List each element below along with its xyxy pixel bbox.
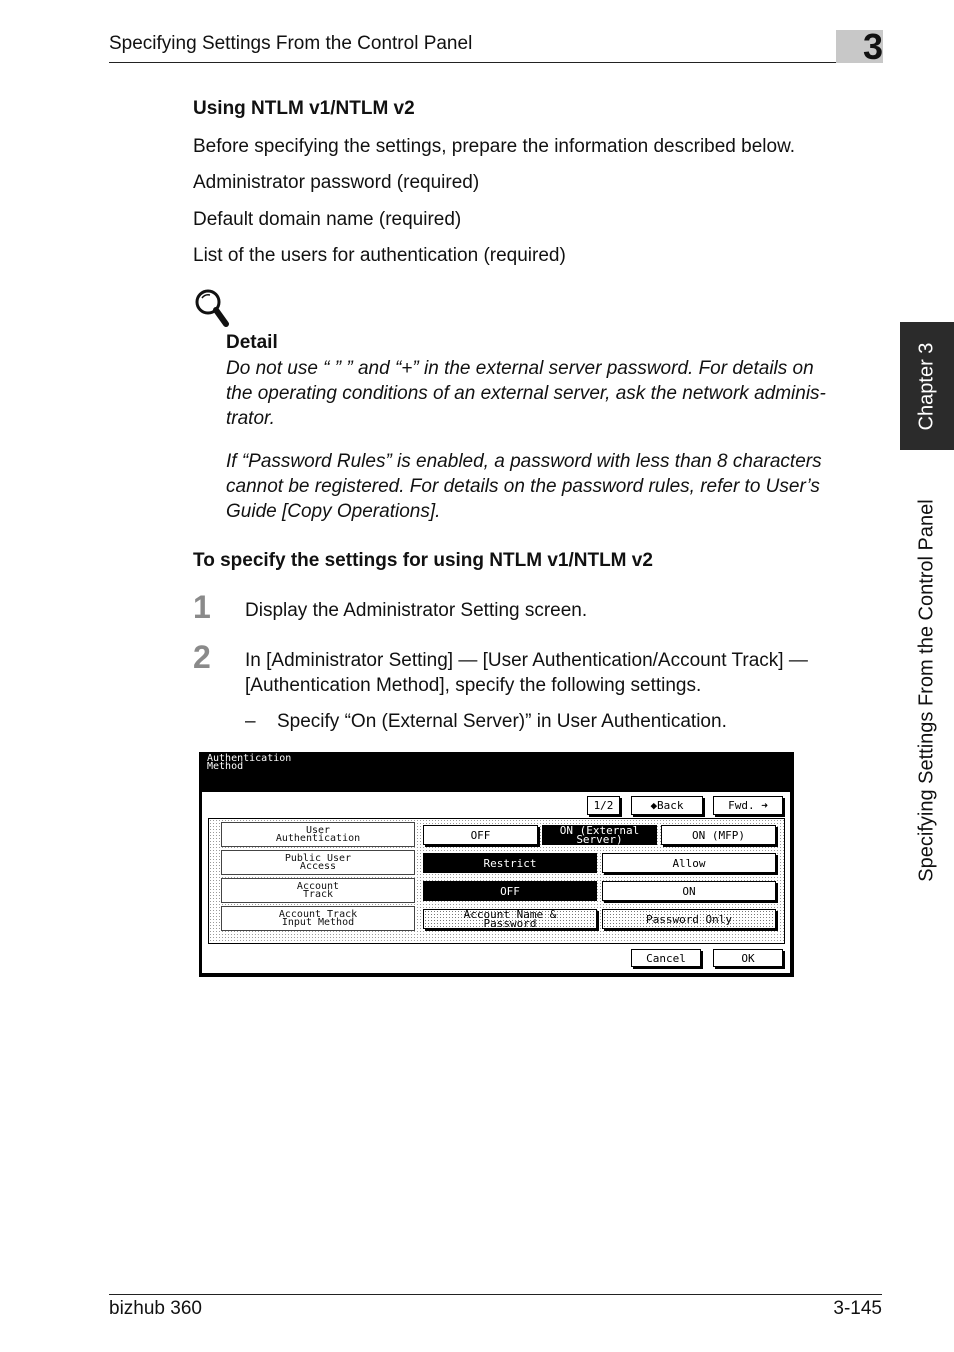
chapter-number: 3 [862,26,883,67]
input-name-password-button[interactable] [423,909,597,929]
public-access-allow-button[interactable]: Allow [602,853,776,873]
account-track-off-button[interactable]: OFF [423,881,597,901]
ok-button[interactable]: OK [713,949,783,967]
detail-title: Detail [226,332,278,353]
input-password-only-label: Password Only [645,912,733,926]
side-section-title: Specifying Settings From the Control Panel [915,498,938,882]
header-rule [109,62,882,63]
user-auth-off-button[interactable]: OFF [423,825,538,845]
detail-para-1-line-1: Do not use “ ” ” and “+” in the external server password. For details on [226,358,814,379]
step-1-text: Display the Administrator Setting screen. [245,600,588,621]
detail-para-2-line-1: If “Password Rules” is enabled, a password with less than 8 characters [226,451,822,472]
requirement-2: Default domain name (required) [193,209,462,230]
chapter-tab-label-wrap [900,322,954,450]
footer-product: bizhub 360 [109,1298,202,1319]
footer-page-number: 3-145 [833,1298,882,1319]
user-auth-external-server-button[interactable]: ON (External Server) [542,825,657,845]
side-section-title-wrap [900,460,954,920]
procedure-heading: To specify the settings for using NTLM v1/NTLM v2 [193,550,653,571]
cancel-button[interactable]: Cancel [631,949,701,967]
intro-text: Before specifying the settings, prepare the information described below. [193,136,796,157]
detail-para-2-line-2: cannot be registered. For details on the password rules, refer to User’s [226,476,820,497]
forward-button[interactable]: Fwd. ➜ [713,796,783,815]
page-indicator: 1/2 [587,796,620,815]
step-2-number: 2 [193,639,211,675]
detail-para-1-line-3: trator. [226,408,275,429]
back-button[interactable]: ◆Back [631,796,703,815]
substep-dash: – [245,711,256,732]
detail-para-1-line-2: the operating conditions of an external server, ask the network adminis- [226,383,826,404]
detail-para-2-line-3: Guide [Copy Operations]. [226,501,441,522]
input-password-only-button[interactable] [602,909,776,929]
substep-text: Specify “On (External Server)” in User Authentication. [277,711,727,732]
screen-title: Authentication Method [207,753,292,772]
public-user-access-label: Public User Access [221,850,415,875]
section-heading: Using NTLM v1/NTLM v2 [193,98,415,119]
account-track-label: Account Track [221,878,415,903]
account-track-input-method-label: Account Track Input Method [221,906,415,931]
account-track-on-button[interactable]: ON [602,881,776,901]
user-authentication-label: User Authentication [221,822,415,847]
user-auth-mfp-button[interactable]: ON (MFP) [661,825,776,845]
input-name-password-label: Account Name & Password [463,908,557,930]
step-2-text-line-1: In [Administrator Setting] — [User Authentication/Account Track] — [245,650,808,671]
running-header: Specifying Settings From the Control Panel [109,33,473,54]
footer-rule [109,1294,882,1295]
chapter-tab-label: Chapter 3 [915,342,938,430]
step-1-number: 1 [193,589,211,625]
requirement-3: List of the users for authentication (required) [193,245,566,266]
requirement-1: Administrator password (required) [193,172,480,193]
magnifier-icon [193,288,233,330]
step-2-text-line-2: [Authentication Method], specify the following settings. [245,675,702,696]
public-access-restrict-button[interactable]: Restrict [423,853,597,873]
